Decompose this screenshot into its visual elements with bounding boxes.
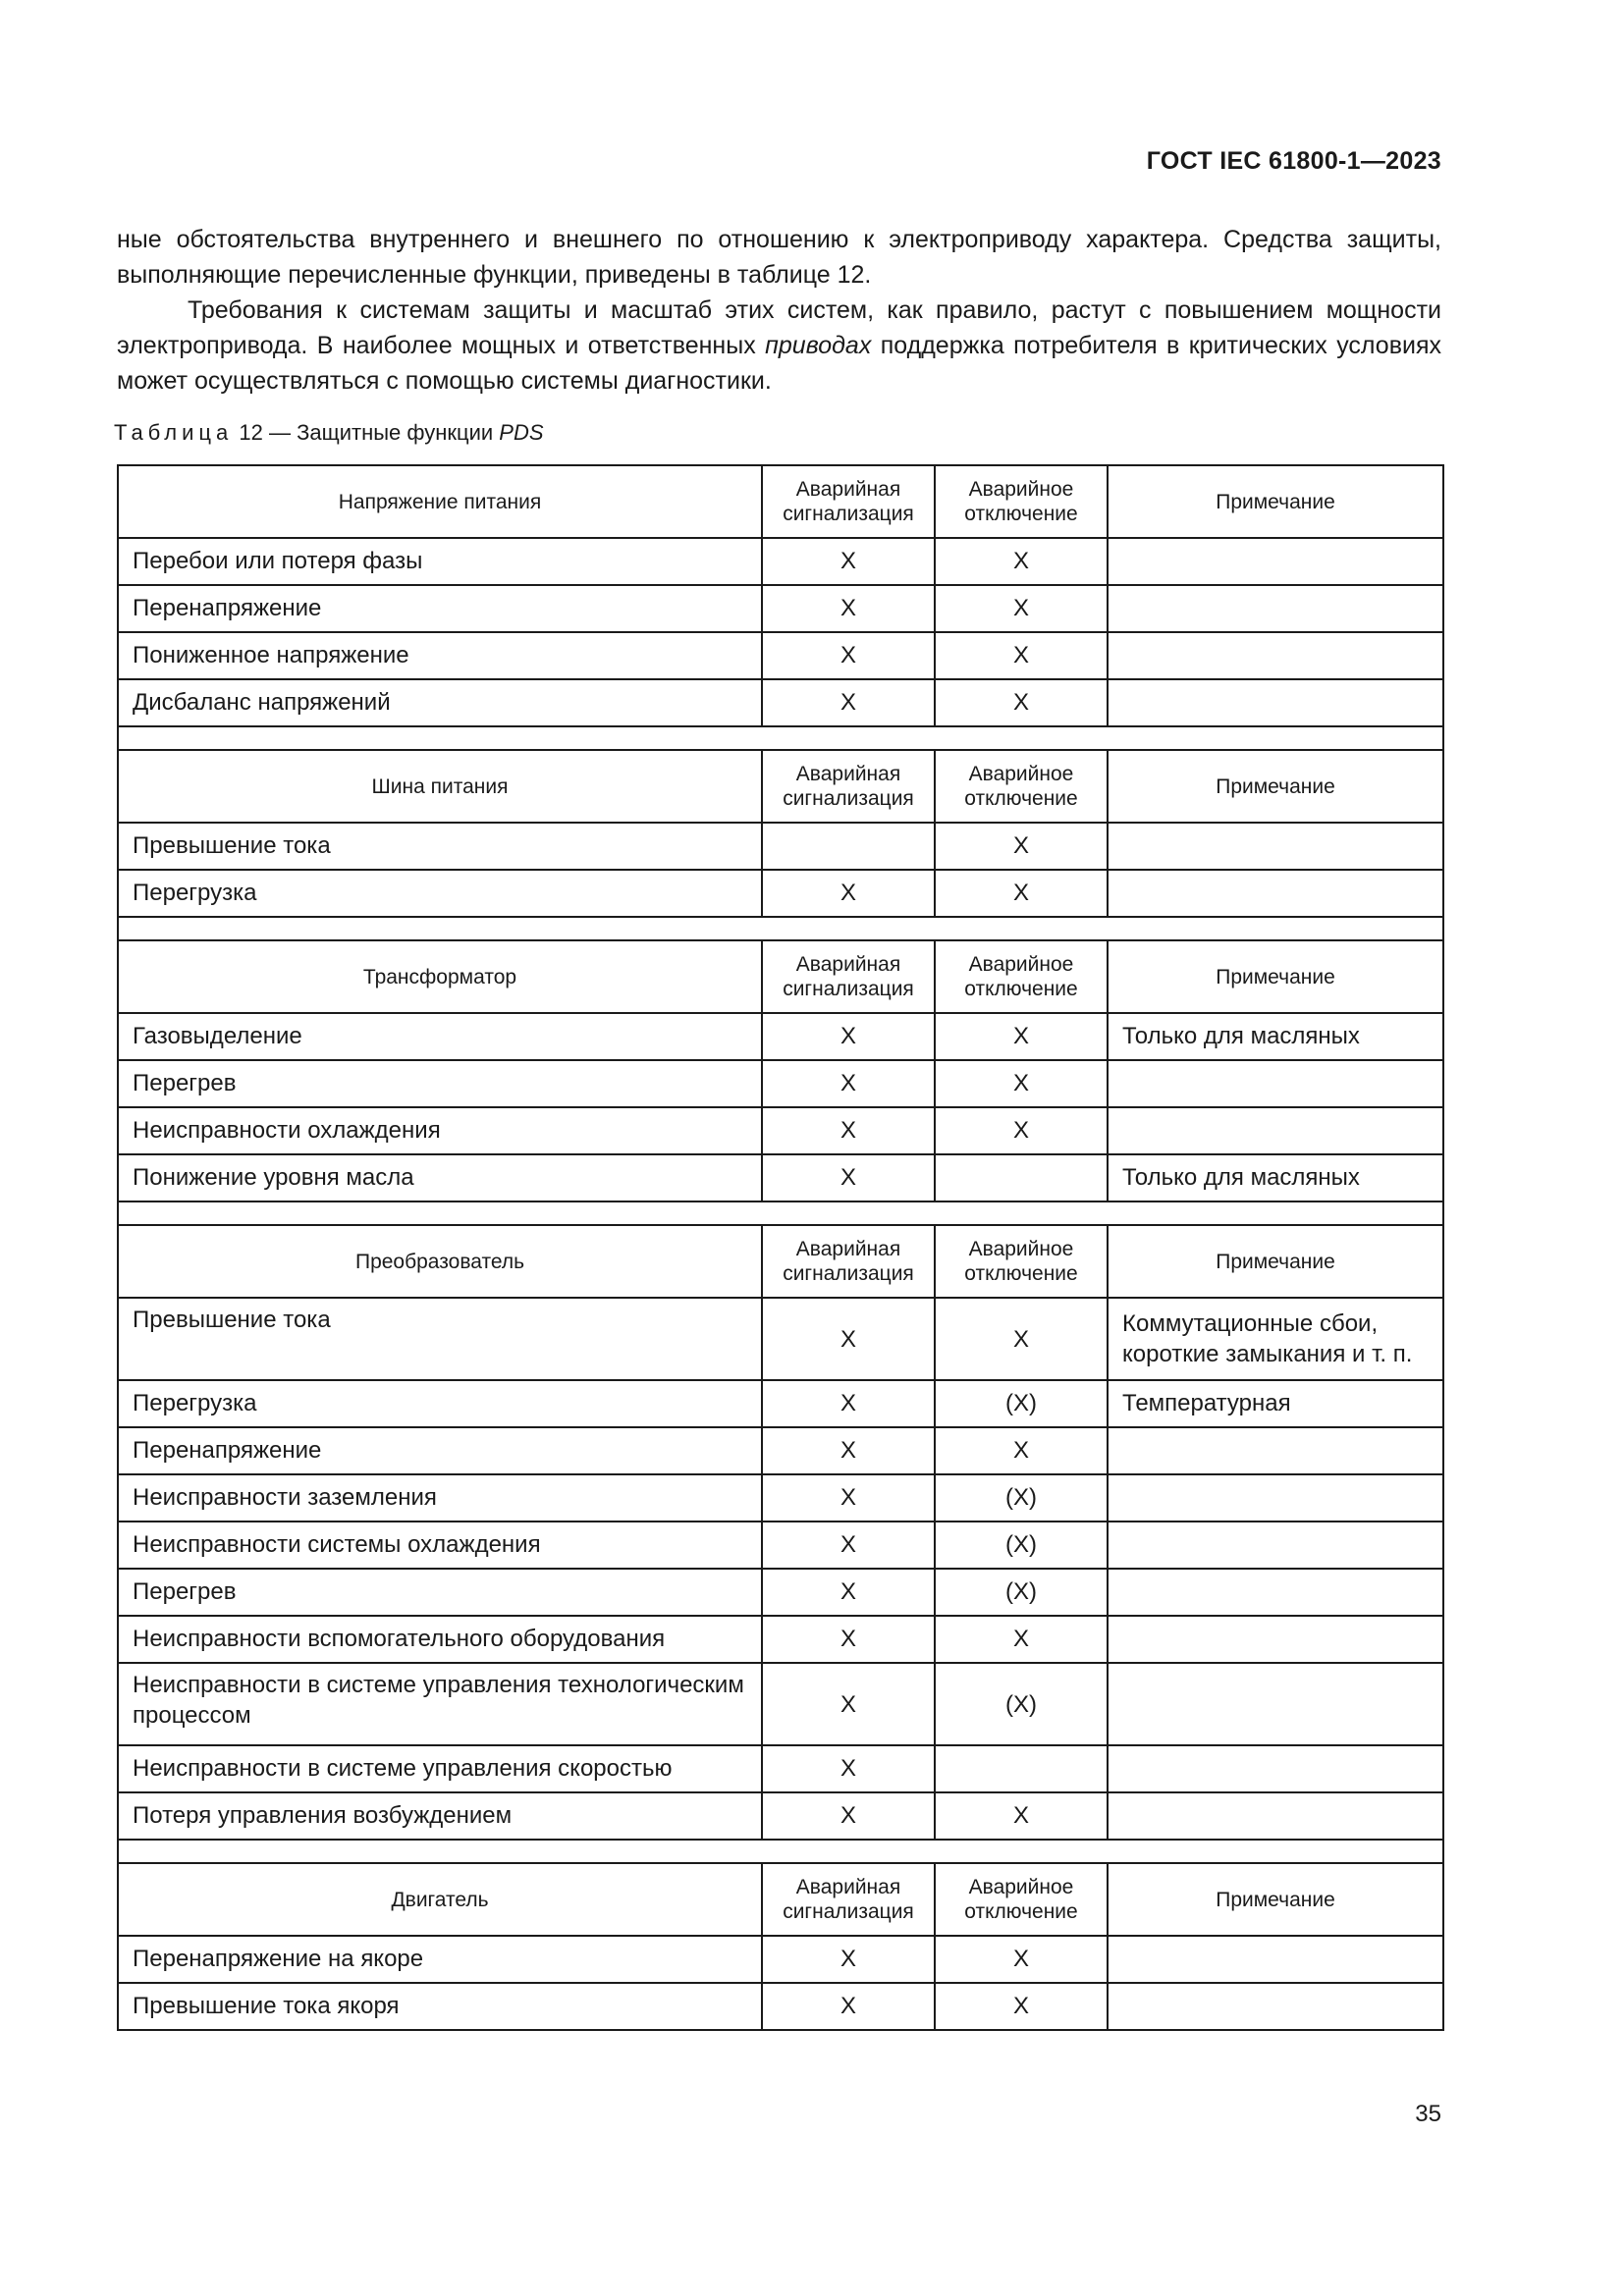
row-note	[1108, 1060, 1443, 1107]
row-note	[1108, 823, 1443, 870]
trip-mark: X	[935, 1107, 1108, 1154]
row-label: Понижение уровня масла	[118, 1154, 762, 1201]
alarm-mark: X	[762, 870, 935, 917]
section-header-row	[118, 940, 1443, 1013]
row-label: Перегрев	[118, 1569, 762, 1616]
section-header-row	[118, 1225, 1443, 1298]
table-row	[118, 1154, 1443, 1201]
column-header-note: Примечание	[1108, 750, 1443, 823]
trip-mark: (X)	[935, 1474, 1108, 1522]
trip-mark: (X)	[935, 1380, 1108, 1427]
row-note	[1108, 1569, 1443, 1616]
section-title: Преобразователь	[118, 1225, 762, 1298]
row-note	[1108, 1427, 1443, 1474]
column-header-trip: Аварийное отключение	[935, 1863, 1108, 1936]
row-note: Только для масляных	[1108, 1154, 1443, 1201]
table-row	[118, 1427, 1443, 1474]
table-row	[118, 1792, 1443, 1840]
column-header-note: Примечание	[1108, 940, 1443, 1013]
row-label: Неисправности охлаждения	[118, 1107, 762, 1154]
row-label: Неисправности в системе управления скоростью	[118, 1745, 762, 1792]
paragraph-2-part-2: поддержка потребителя в критических условиях может осуществляться с помощью системы диагностики.	[117, 332, 1441, 395]
trip-mark: X	[935, 870, 1108, 917]
alarm-mark: X	[762, 679, 935, 726]
row-note	[1108, 1522, 1443, 1569]
row-note	[1108, 585, 1443, 632]
row-note: Температурная	[1108, 1380, 1443, 1427]
row-note: Только для масляных	[1108, 1013, 1443, 1060]
trip-mark: (X)	[935, 1569, 1108, 1616]
row-label: Перегрузка	[118, 870, 762, 917]
table-row	[118, 1983, 1443, 2030]
table-row	[118, 679, 1443, 726]
section-spacer	[118, 917, 1443, 940]
trip-mark: X	[935, 1792, 1108, 1840]
alarm-mark: X	[762, 1745, 935, 1792]
trip-mark: X	[935, 1936, 1108, 1983]
row-label: Неисправности системы охлаждения	[118, 1522, 762, 1569]
paragraph-2-emphasis: приводах	[765, 332, 872, 359]
trip-mark: X	[935, 1983, 1108, 2030]
alarm-mark: X	[762, 1154, 935, 1201]
alarm-mark: X	[762, 1427, 935, 1474]
trip-mark	[935, 1154, 1108, 1201]
row-note	[1108, 1983, 1443, 2030]
alarm-mark: X	[762, 1474, 935, 1522]
paragraph-2	[117, 293, 1441, 399]
table-row	[118, 1663, 1443, 1745]
trip-mark: (X)	[935, 1522, 1108, 1569]
row-label: Перегрузка	[118, 1380, 762, 1427]
section-header-row	[118, 465, 1443, 538]
section-spacer	[118, 1201, 1443, 1225]
table-body	[118, 465, 1443, 2030]
alarm-mark: X	[762, 1298, 935, 1380]
table-row	[118, 823, 1443, 870]
section-spacer	[118, 726, 1443, 750]
trip-mark	[935, 1745, 1108, 1792]
row-note	[1108, 679, 1443, 726]
row-label: Перебои или потеря фазы	[118, 538, 762, 585]
section-header-row	[118, 1863, 1443, 1936]
section-title: Шина питания	[118, 750, 762, 823]
alarm-mark: X	[762, 1013, 935, 1060]
spacer-cell	[118, 917, 1443, 940]
section-title: Напряжение питания	[118, 465, 762, 538]
table-caption-label: Таблица	[114, 420, 234, 445]
row-label: Дисбаланс напряжений	[118, 679, 762, 726]
row-note	[1108, 870, 1443, 917]
spacer-cell	[118, 726, 1443, 750]
alarm-mark: X	[762, 1380, 935, 1427]
row-note	[1108, 1616, 1443, 1663]
alarm-mark: X	[762, 632, 935, 679]
row-note	[1108, 1107, 1443, 1154]
paragraph-2-part-1: Требования к системам защиты и масштаб этих систем, как правило, растут с повышением мощности электропривода. В наиболее мощных и ответственных	[117, 296, 1441, 359]
table-row	[118, 1013, 1443, 1060]
alarm-mark: X	[762, 1616, 935, 1663]
row-label: Неисправности заземления	[118, 1474, 762, 1522]
paragraph-1: ные обстоятельства внутреннего и внешнего по отношению к электроприводу характера. Средства защиты, выполняющие перечисленные функции, приведены в таблице 12.	[117, 226, 1441, 289]
row-label: Превышение тока	[118, 823, 762, 870]
trip-mark: X	[935, 1013, 1108, 1060]
trip-mark: X	[935, 1427, 1108, 1474]
trip-mark: X	[935, 1060, 1108, 1107]
row-note	[1108, 1745, 1443, 1792]
row-label: Перенапряжение	[118, 1427, 762, 1474]
trip-mark: X	[935, 632, 1108, 679]
row-label: Газовыделение	[118, 1013, 762, 1060]
row-label: Неисправности вспомогательного оборудования	[118, 1616, 762, 1663]
row-label: Превышение тока	[118, 1298, 762, 1380]
column-header-trip: Аварийное отключение	[935, 750, 1108, 823]
column-header-alarm: Аварийная сигнализация	[762, 465, 935, 538]
section-title: Двигатель	[118, 1863, 762, 1936]
row-note	[1108, 1792, 1443, 1840]
table-row	[118, 870, 1443, 917]
alarm-mark: X	[762, 1936, 935, 1983]
table-row	[118, 1060, 1443, 1107]
table-row	[118, 632, 1443, 679]
alarm-mark	[762, 823, 935, 870]
table-caption	[114, 420, 544, 446]
trip-mark: (X)	[935, 1663, 1108, 1745]
column-header-alarm: Аварийная сигнализация	[762, 1863, 935, 1936]
alarm-mark: X	[762, 1107, 935, 1154]
table-row	[118, 1616, 1443, 1663]
alarm-mark: X	[762, 538, 935, 585]
column-header-note: Примечание	[1108, 465, 1443, 538]
table-row	[118, 1522, 1443, 1569]
row-label: Неисправности в системе управления технологическим процессом	[118, 1663, 762, 1745]
trip-mark: X	[935, 679, 1108, 726]
table-row	[118, 1745, 1443, 1792]
alarm-mark: X	[762, 1663, 935, 1745]
spacer-cell	[118, 1840, 1443, 1863]
section-header-row	[118, 750, 1443, 823]
table-row	[118, 1474, 1443, 1522]
page-number: 35	[1415, 2101, 1441, 2127]
standard-designation: ГОСТ IEC 61800-1—2023	[1146, 147, 1441, 175]
protection-functions-table	[117, 464, 1444, 2031]
column-header-trip: Аварийное отключение	[935, 1225, 1108, 1298]
table-row	[118, 1569, 1443, 1616]
column-header-alarm: Аварийная сигнализация	[762, 940, 935, 1013]
row-label: Пониженное напряжение	[118, 632, 762, 679]
table-caption-italic: PDS	[499, 420, 544, 445]
row-note	[1108, 538, 1443, 585]
table-caption-text: 12 — Защитные функции	[233, 420, 500, 445]
spacer-cell	[118, 1201, 1443, 1225]
alarm-mark: X	[762, 1060, 935, 1107]
table-row	[118, 1107, 1443, 1154]
trip-mark: X	[935, 1298, 1108, 1380]
section-spacer	[118, 1840, 1443, 1863]
row-note: Коммутационные сбои, короткие замыкания и т. п.	[1108, 1298, 1443, 1380]
column-header-alarm: Аварийная сигнализация	[762, 1225, 935, 1298]
trip-mark: X	[935, 538, 1108, 585]
table-row	[118, 1298, 1443, 1380]
body-text	[117, 222, 1441, 399]
table-row	[118, 585, 1443, 632]
row-note	[1108, 632, 1443, 679]
column-header-alarm: Аварийная сигнализация	[762, 750, 935, 823]
column-header-note: Примечание	[1108, 1863, 1443, 1936]
trip-mark: X	[935, 585, 1108, 632]
alarm-mark: X	[762, 1522, 935, 1569]
trip-mark: X	[935, 823, 1108, 870]
row-label: Превышение тока якоря	[118, 1983, 762, 2030]
row-note	[1108, 1663, 1443, 1745]
alarm-mark: X	[762, 1792, 935, 1840]
row-label: Потеря управления возбуждением	[118, 1792, 762, 1840]
row-note	[1108, 1936, 1443, 1983]
row-label: Перенапряжение	[118, 585, 762, 632]
row-label: Перегрев	[118, 1060, 762, 1107]
table-row	[118, 538, 1443, 585]
column-header-trip: Аварийное отключение	[935, 465, 1108, 538]
alarm-mark: X	[762, 1569, 935, 1616]
column-header-trip: Аварийное отключение	[935, 940, 1108, 1013]
trip-mark: X	[935, 1616, 1108, 1663]
row-label: Перенапряжение на якоре	[118, 1936, 762, 1983]
table-row	[118, 1936, 1443, 1983]
alarm-mark: X	[762, 585, 935, 632]
table-row	[118, 1380, 1443, 1427]
column-header-note: Примечание	[1108, 1225, 1443, 1298]
alarm-mark: X	[762, 1983, 935, 2030]
section-title: Трансформатор	[118, 940, 762, 1013]
row-note	[1108, 1474, 1443, 1522]
